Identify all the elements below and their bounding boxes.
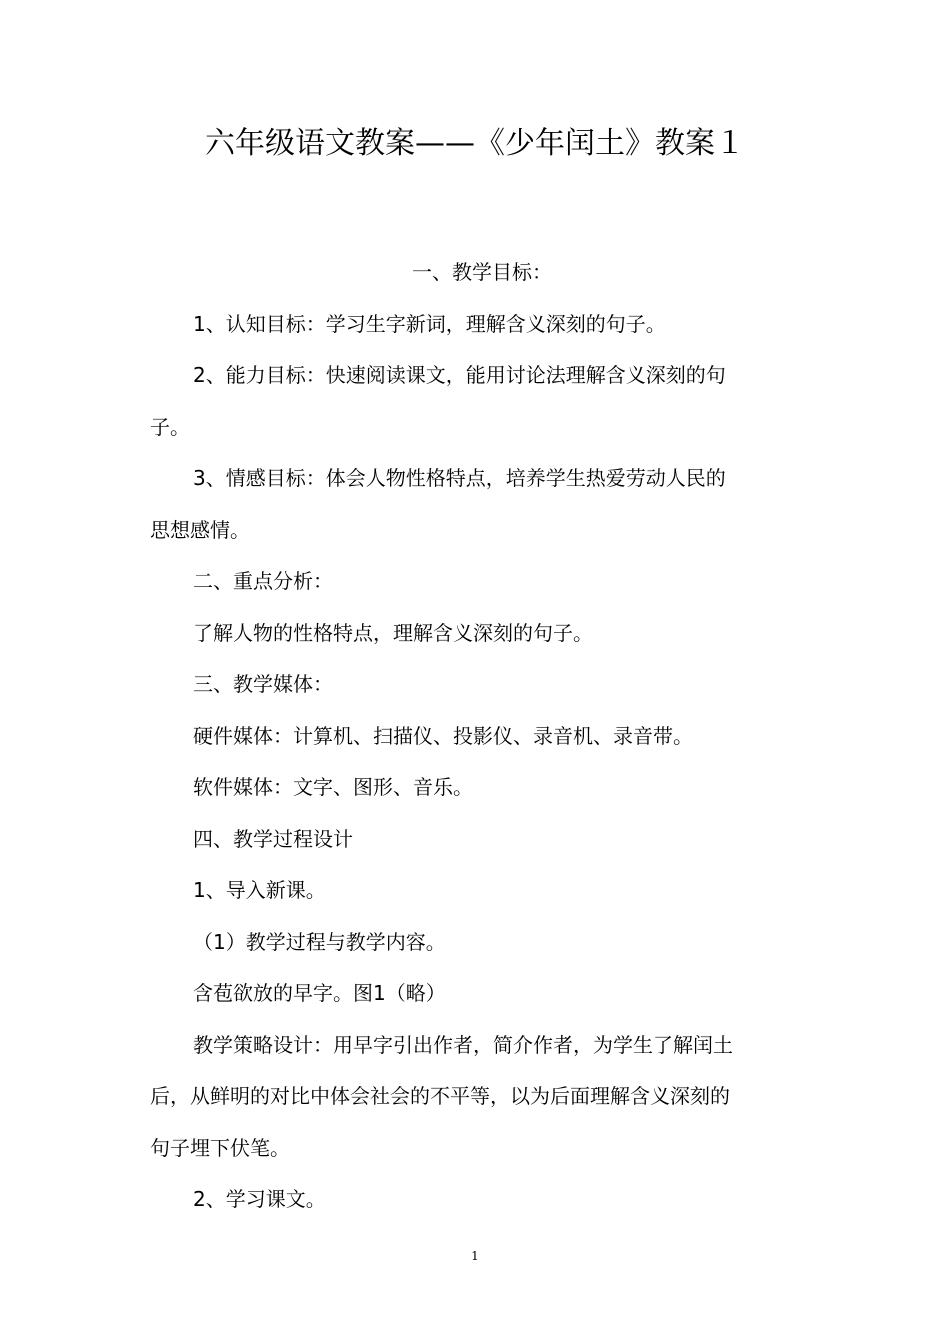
document-title: 六年级语文教案——《少年闰土》教案１ xyxy=(205,126,745,161)
section-heading-teaching-goals: 一、教学目标： xyxy=(412,260,552,284)
section-heading-key-points: 二、重点分析： xyxy=(193,569,333,593)
media-software: 软件媒体：文字、图形、音乐。 xyxy=(193,775,473,799)
strategy-line1: 教学策略设计：用早字引出作者，简介作者，为学生了解闰土 xyxy=(193,1032,733,1057)
section-heading-media: 三、教学媒体： xyxy=(193,672,333,696)
goal-emotion-line2: 思想感情。 xyxy=(150,517,250,542)
goal-cognitive: 1、认知目标：学习生字新词，理解含义深刻的句子。 xyxy=(193,311,666,336)
page-number: 1 xyxy=(471,1249,479,1263)
key-points-text: 了解人物的性格特点，理解含义深刻的句子。 xyxy=(193,620,593,645)
process-step-1-content: 含苞欲放的早字。图1（略） xyxy=(193,981,446,1005)
strategy-line2: 后，从鲜明的对比中体会社会的不平等，以为后面理解含义深刻的 xyxy=(150,1084,730,1108)
goal-ability-line1: 2、能力目标：快速阅读课文，能用讨论法理解含义深刻的句 xyxy=(193,363,726,387)
media-hardware: 硬件媒体：计算机、扫描仪、投影仪、录音机、录音带。 xyxy=(193,723,693,748)
process-step-1-sub: （1）教学过程与教学内容。 xyxy=(193,929,446,954)
process-step-1: 1、导入新课。 xyxy=(193,878,326,902)
strategy-line3: 句子埋下伏笔。 xyxy=(150,1135,290,1160)
document-body xyxy=(150,247,800,1226)
goal-emotion-line1: 3、情感目标：体会人物性格特点，培养学生热爱劳动人民的 xyxy=(193,466,726,490)
goal-ability-line2: 子。 xyxy=(150,414,190,439)
section-heading-process: 四、教学过程设计 xyxy=(193,826,353,851)
process-step-2: 2、学习课文。 xyxy=(193,1187,326,1211)
